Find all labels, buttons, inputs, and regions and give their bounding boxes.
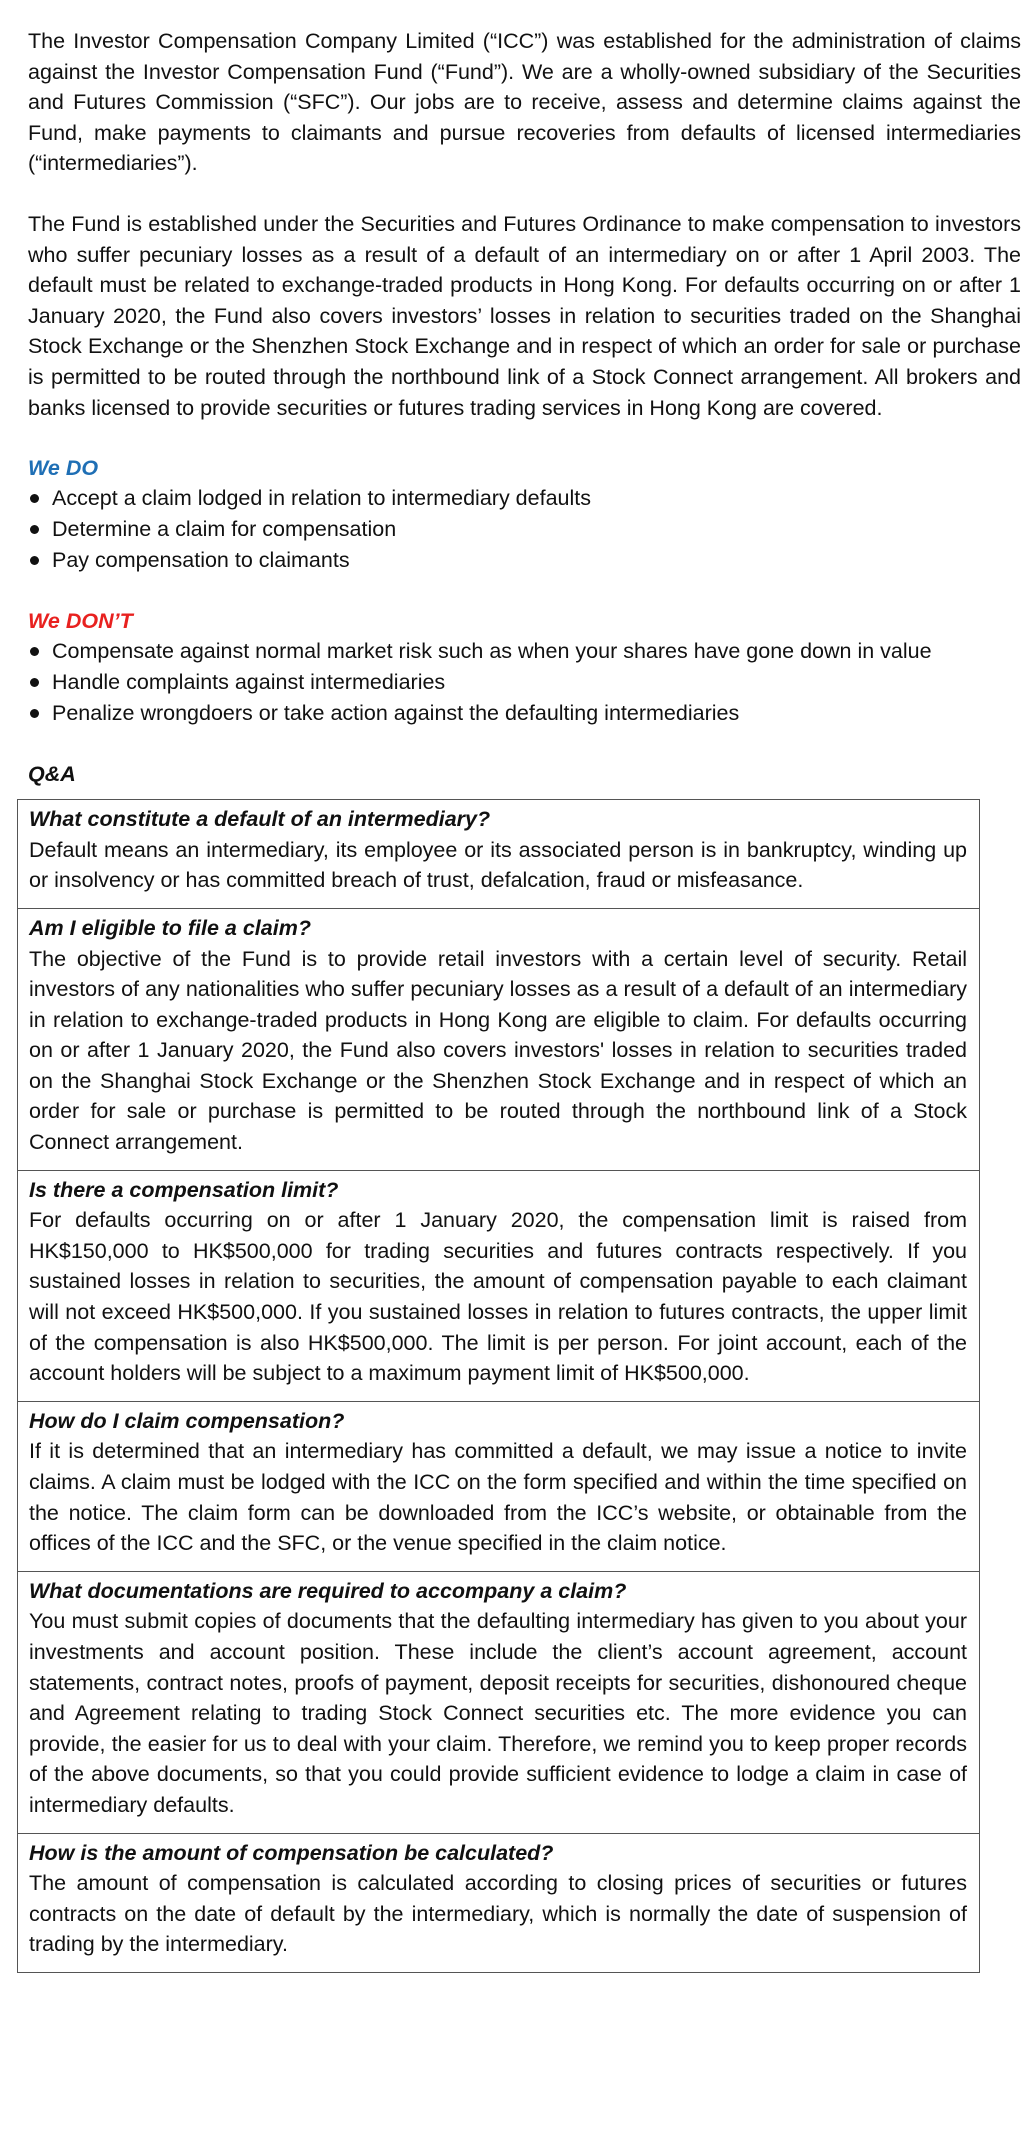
list-item-text: Penalize wrongdoers or take action against the defaulting intermediaries <box>52 701 740 726</box>
list-item <box>28 483 1027 514</box>
qa-row-how-to-claim <box>18 1402 979 1572</box>
qa-heading: Q&A <box>28 762 76 787</box>
list-item-text: Pay compensation to claimants <box>52 548 350 573</box>
list-item-text: Accept a claim lodged in relation to intermediary defaults <box>52 486 591 511</box>
qa-row-compensation-limit <box>18 1171 979 1402</box>
bullet-icon <box>30 494 39 503</box>
we-do-heading: We DO <box>28 456 99 481</box>
qa-row-documentation <box>18 1572 979 1834</box>
qa-question: How do I claim compensation? <box>29 1408 345 1433</box>
intro-paragraph-fund: The Fund is established under the Securities and Futures Ordinance to make compensation to investors who suffer pecuniary losses as a result of a default of an intermediary on or after 1 April 2003. The default must be related to exchange-traded products in Hong Kong. For defaults occurring on or after 1 January 2020, the Fund also covers investors’ losses in relation to securities traded on the Shanghai Stock Exchange or the Shenzhen Stock Exchange and in respect of which an order for sale or purchase is permitted to be routed through the northbound link of a Stock Connect arrangement. All brokers and banks licensed to provide securities or futures trading services in Hong Kong are covered. <box>28 211 1021 420</box>
qa-question: How is the amount of compensation be calculated? <box>29 1840 554 1865</box>
qa-answer: The amount of compensation is calculated according to closing prices of securities or futures contracts on the date of default by the intermediary, which is normally the date of suspension of trading by the intermediary. <box>29 1871 967 1957</box>
list-item-text: Handle complaints against intermediaries <box>52 670 446 695</box>
bullet-icon <box>30 525 39 534</box>
bullet-icon <box>30 556 39 565</box>
qa-table <box>17 799 980 1973</box>
qa-row-default-definition <box>18 800 979 909</box>
qa-answer: If it is determined that an intermediary has committed a default, we may issue a notice to invite claims. A claim must be lodged with the ICC on the form specified and within the time specified on the notice. The claim form can be downloaded from the ICC’s website, or obtainable from the offices of the ICC and the SFC, or the venue specified in the claim notice. <box>29 1439 967 1556</box>
list-item-text: Compensate against normal market risk such as when your shares have gone down in value <box>52 639 932 664</box>
list-item <box>28 545 1027 576</box>
we-do-list <box>28 483 1027 576</box>
bullet-icon <box>30 678 39 687</box>
qa-answer: The objective of the Fund is to provide retail investors with a certain level of security. Retail investors of any nationalities who suffer pecuniary losses as a result of a default of an intermediary in relation to exchange-traded products in Hong Kong are eligible to claim. For defaults occurring on or after 1 January 2020, the Fund also covers investors' losses in relation to securities traded on the Shanghai Stock Exchange or the Shenzhen Stock Exchange and in respect of which an order for sale or purchase is permitted to be routed through the northbound link of a Stock Connect arrangement. <box>29 946 967 1155</box>
qa-question: Am I eligible to file a claim? <box>29 915 311 940</box>
qa-answer: You must submit copies of documents that the defaulting intermediary has given to you about your investments and account position. These include the client’s account agreement, account statements, contract notes, proofs of payment, deposit receipts for securities, dishonoured cheque and Agreement relating to trading Stock Connect securities etc. The more evidence you can provide, the easier for us to deal with your claim. Therefore, we remind you to keep proper records of the above documents, so that you could provide sufficient evidence to lodge a claim in case of intermediary defaults. <box>29 1609 967 1817</box>
list-item-text: Determine a claim for compensation <box>52 517 397 542</box>
qa-answer: Default means an intermediary, its employee or its associated person is in bankruptcy, winding up or insolvency or has committed breach of trust, defalcation, fraud or misfeasance. <box>29 837 967 893</box>
qa-question: What documentations are required to accompany a claim? <box>29 1578 627 1603</box>
intro-paragraph-icc: The Investor Compensation Company Limited (“ICC”) was established for the administration of claims against the Investor Compensation Fund (“Fund”). We are a wholly-owned subsidiary of the Securities and Futures Commission (“SFC”). Our jobs are to receive, assess and determine claims against the Fund, make payments to claimants and pursue recoveries from defaults of licensed intermediaries (“intermediaries”). <box>28 29 1021 176</box>
qa-answer: For defaults occurring on or after 1 January 2020, the compensation limit is raised from HK$150,000 to HK$500,000 for trading securities and futures contracts respectively. If you sustained losses in relation to securities, the amount of compensation payable to each claimant will not exceed HK$500,000. If you sustained losses in relation to futures contracts, the upper limit of the compensation is also HK$500,000. The limit is per person. For joint account, each of the account holders will be subject to a maximum payment limit of HK$500,000. <box>29 1208 967 1386</box>
qa-question: What constitute a default of an intermediary? <box>29 807 491 832</box>
list-item <box>28 667 1027 698</box>
qa-question: Is there a compensation limit? <box>29 1177 339 1202</box>
list-item <box>28 514 1027 545</box>
qa-row-calculation <box>18 1834 979 1972</box>
list-item <box>28 698 1027 729</box>
bullet-icon <box>30 647 39 656</box>
qa-row-eligibility <box>18 909 979 1171</box>
list-item <box>28 636 1027 667</box>
we-dont-heading: We DON’T <box>28 609 133 634</box>
bullet-icon <box>30 709 39 718</box>
we-dont-list <box>28 636 1027 729</box>
